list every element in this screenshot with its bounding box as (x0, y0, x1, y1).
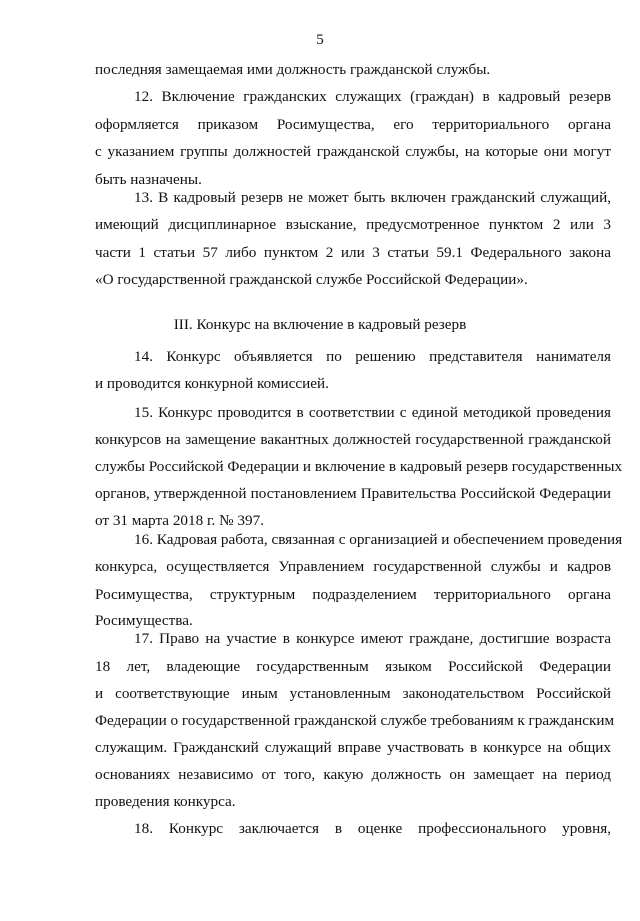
text-line: органов, утвержденной постановлением Правительства Российской Федерации (95, 485, 611, 502)
paragraph-16-first-line: 16. Кадровая работа, связанная с организацией и обеспечением проведения (134, 531, 623, 548)
paragraph-13-first-line: 13. В кадровый резерв не может быть включен гражданский служащий, (134, 189, 611, 206)
paragraph-14-first-line: 14. Конкурс объявляется по решению представителя нанимателя (134, 348, 611, 365)
text-line: и соответствующие иным установленным законодательством Российской (95, 685, 611, 702)
text-line: основаниях независимо от того, какую должность он замещает на период (95, 766, 611, 783)
text-line: имеющий дисциплинарное взыскание, предусмотренное пунктом 2 или 3 (95, 216, 611, 233)
text-line: и проводится конкурной комиссией. (95, 375, 329, 392)
text-line: с указанием группы должностей гражданской службы, на которые они могут (95, 143, 611, 160)
text-line: части 1 статьи 57 либо пунктом 2 или 3 статьи 59.1 Федерального закона (95, 244, 611, 261)
section-heading: III. Конкурс на включение в кадровый резерв (173, 316, 467, 333)
text-line: «О государственной гражданской службе Российской Федерации». (95, 271, 528, 288)
text-line: служащим. Гражданский служащий вправе участвовать в конкурсе на общих (95, 739, 611, 756)
text-line: службы Российской Федерации и включение в кадровый резерв государственных (95, 458, 623, 475)
text-line: проведения конкурса. (95, 793, 236, 810)
paragraph-17-first-line: 17. Право на участие в конкурсе имеют граждане, достигшие возраста (134, 630, 611, 647)
text-line: конкурсов на замещение вакантных должностей государственной гражданской (95, 431, 611, 448)
paragraph-15-first-line: 15. Конкурс проводится в соответствии с единой методикой проведения (134, 404, 611, 421)
text-line: Федерации о государственной гражданской службе требованиям к гражданским (95, 712, 615, 729)
text-line: последняя замещаемая ими должность гражданской службы. (95, 61, 491, 78)
text-line: 18 лет, владеющие государственным языком Российской Федерации (95, 658, 611, 675)
page-number: 5 (316, 32, 324, 48)
text-line: от 31 марта 2018 г. № 397. (95, 512, 264, 529)
paragraph-18-first-line: 18. Конкурс заключается в оценке профессионального уровня, (134, 820, 611, 837)
text-line: конкурса, осуществляется Управлением государственной службы и кадров (95, 558, 611, 575)
text-line: оформляется приказом Росимущества, его территориального органа (95, 116, 611, 133)
text-line: быть назначены. (95, 171, 202, 188)
text-line: Росимущества. (95, 612, 193, 629)
text-line: Росимущества, структурным подразделением территориального органа (95, 586, 611, 603)
paragraph-12-first-line: 12. Включение гражданских служащих (граждан) в кадровый резерв (134, 88, 611, 105)
